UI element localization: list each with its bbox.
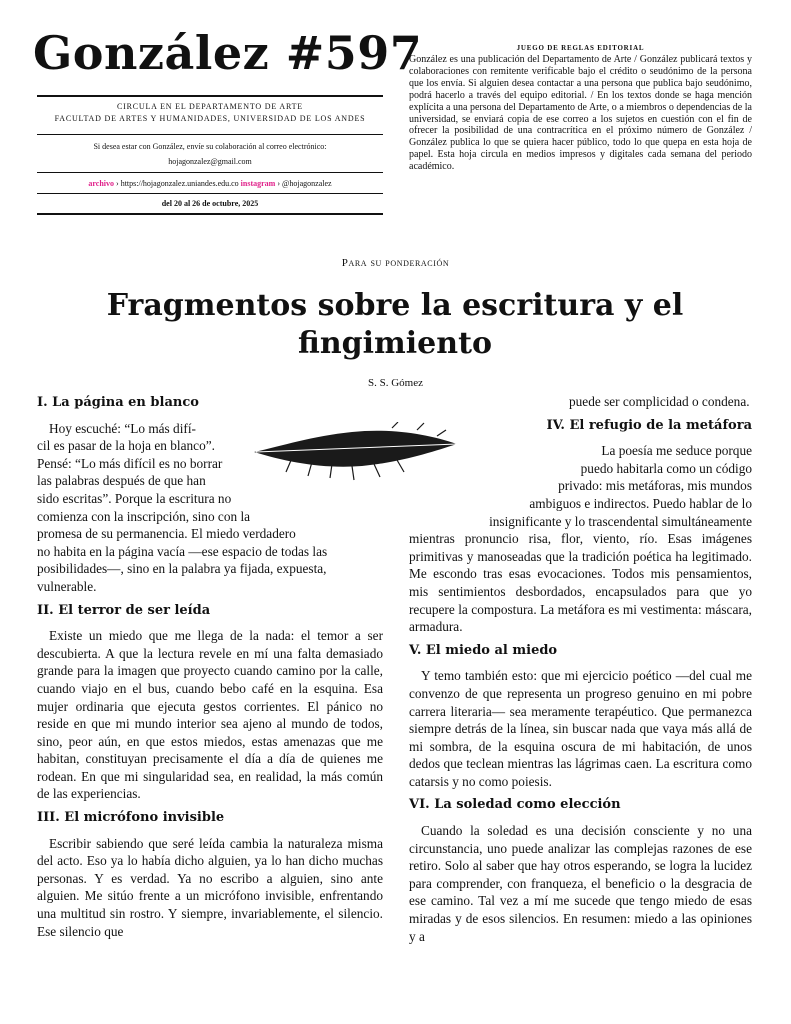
- article-author: S. S. Gómez: [368, 377, 423, 389]
- section-body: Y temo también esto: que mi ejercicio poético —del cual me convenzo de que representa un progreso genuino en mi pobre carrera literaria— sea meramente terapéutico. Que permanezca siempre detrás de la línea, sin buscar nada que vaya más allá de mi sombra, de la esquina oscura de mi habitación, de unos dedos que teclean mientras las lágrimas caen. La escritura como catarsis y no como poiesis.: [409, 668, 752, 789]
- article-column-right: [409, 393, 752, 945]
- section-heading: II. El terror de ser leída: [37, 602, 211, 618]
- article-title: Fragmentos sobre la escritura y el fingimiento: [106, 288, 684, 361]
- section-heading: I. La página en blanco: [37, 395, 199, 410]
- instagram-handle[interactable]: @hojagonzalez: [282, 179, 332, 188]
- archive-link[interactable]: https://hojagonzalez.uniandes.edu.co: [120, 179, 239, 188]
- text-line: promesa de su permanencia. El miedo verdadero: [37, 526, 296, 542]
- masthead-rule: [37, 95, 383, 97]
- text-line: las palabras después de que han: [37, 473, 206, 489]
- text-line: La poesía me seduce porque: [601, 443, 752, 459]
- editorial-rules-text: González es una publicación del Departamento de Arte / González publicará textos y colaboraciones con remitente verificable bajo el crédito o seudónimo de la persona que los envía. Si alguien desea contactar a una persona que publica bajo seudónimo, podrá hacerlo a través del equipo editorial. / En los textos donde se haga mención explícita a una persona del Departamento de Arte, o a miembros o dependencias de la universidad, se enviará copia de ese correo a los sujetos en cuestión con el fin de ofrecer la posibilidad de una contracrítica en el próximo número de González / González publica lo que se quiera hacer público, todo lo que quepa en esta hoja de papel. Esta hoja circula en medios impresos y digitales cada semana del periodo académico.: [409, 54, 752, 173]
- links-line: [37, 179, 383, 188]
- masthead-title: González #597: [33, 26, 423, 80]
- text-line: cil es pasar de la hoja en blanco”.: [37, 438, 215, 454]
- divider: [37, 193, 383, 194]
- text-line: comienza con la inscripción, sino con la: [37, 508, 251, 524]
- divider: [37, 172, 383, 173]
- section-body: puede ser complicidad o condena.: [569, 394, 750, 409]
- contact-email[interactable]: hojagonzalez@gmail.com: [168, 157, 252, 166]
- text-line: insignificante y lo trascendental simultáneamente: [489, 513, 752, 529]
- article-column-left: [37, 394, 383, 940]
- instagram-label: instagram: [240, 179, 276, 188]
- text-line: puedo habitarla como un código: [580, 460, 752, 476]
- text-line: privado: mis metáforas, mis mundos: [558, 478, 752, 494]
- contrib-line: Si desea estar con González, envíe su colaboración al correo electrónico:: [93, 142, 327, 151]
- section-body: [37, 420, 383, 596]
- text-line: Hoy escuché: “Lo más difí-: [49, 420, 196, 436]
- section-heading: III. El micrófono invisible: [37, 810, 225, 826]
- archive-label: archivo: [88, 179, 115, 188]
- section-body: Escribir sabiendo que seré leída cambia la naturaleza misma del acto. Eso ya lo había dicho alguien, ya lo han dicho muchas personas. Y es verdad. Ya no escribo a alguien, sino ante alguien. Me sitúo frente a un micrófono invisible, enfrentando una multitud sin rostro. Y siempre, invariablemente, el silencio. Ese silencio que: [37, 835, 383, 939]
- text-line: posibilidades—, sino en la palabra ya fijada, expuesta,: [37, 561, 327, 577]
- editorial-rules: [409, 44, 752, 173]
- circula-line: CIRCULA EN EL DEPARTAMENTO DE ARTE: [117, 102, 303, 111]
- text-line: ambiguos e indirectos. Puedo hablar de lo: [529, 495, 752, 511]
- section-heading: IV. El refugio de la metáfora: [546, 417, 752, 433]
- section-body: [409, 442, 752, 530]
- chevron-right-icon: ›: [277, 179, 281, 188]
- divider: [37, 134, 383, 135]
- text-line: no habita en la página vacía —ese espacio de todas las: [37, 543, 328, 559]
- masthead-rule-bottom: [37, 213, 383, 215]
- text-line: Pensé: “Lo más difícil es no borrar: [37, 455, 223, 471]
- section-kicker: Para su ponderación: [341, 257, 450, 269]
- editorial-rules-heading: JUEGO DE REGLAS EDITORIAL: [516, 44, 645, 52]
- section-heading: V. El miedo al miedo: [409, 642, 558, 658]
- chevron-right-icon: ›: [116, 179, 119, 188]
- text-line: sido escritas”. Porque la escritura no: [37, 490, 232, 506]
- section-body: Cuando la soledad es una decisión consciente y no una circunstancia, uno puede analizar las complejas razones de ese retiro. Solo al saber que hay otros esperando, se logra la lucidez para comprender, con franqueza, el beneficio o la desgracia de ese camino. Tal vez a mí me sucede que tengo miedo de esas miradas y de esos silencios. En resumen: miedo a las opiniones y a: [409, 823, 752, 944]
- issue-dates: del 20 al 26 de octubre, 2025: [161, 199, 259, 208]
- text-line: vulnerable.: [37, 578, 97, 594]
- faculty-line: FACULTAD DE ARTES Y HUMANIDADES, UNIVERSIDAD DE LOS ANDES: [54, 114, 366, 123]
- section-body: Existe un miedo que me llega de la nada: el temor a ser descubierta. A que la lectura revele en mí una falta demasiado grande para la imagen que proyecto cuando camino por la calle, cuando viajo en el bus, cuando bebo café en la esquina. Esa mujer ordinaria que ejecuta gestos corrientes. El pánico no reside en que mi mundo interior sea ajeno al mundo de todos, sino, peor aún, en que estos miedos, estas amenazas que me habitan, constituyan precisamente el día a día de quienes me rodean. En que mi singularidad sea, en realidad, la más común de las experiencias.: [37, 628, 383, 802]
- section-body: mientras pronuncio risa, flor, viento, río. Esas imágenes primitivas y manoseadas que la tradición poética ha legitimado. Me escondo tras esas evocaciones. Todos mis pensamientos, mis sentimientos desbordados, encapsulados para que yo recupere la compostura. La metáfora es mi vestimenta: máscara, armadura.: [409, 531, 752, 635]
- section-heading: VI. La soledad como elección: [409, 797, 621, 813]
